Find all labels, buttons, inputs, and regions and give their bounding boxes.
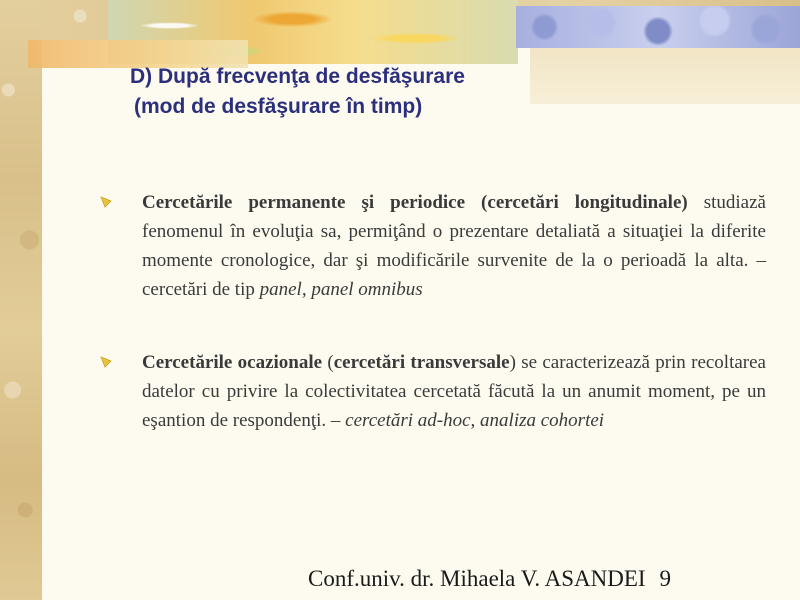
bullet-paren-open: ( [322, 352, 334, 373]
left-parchment-band [0, 0, 42, 600]
bullet-list [100, 188, 766, 435]
bullet-item-longitudinal [100, 188, 766, 304]
slide-title-line1: D) După frecvenţa de desfăşurare [130, 65, 465, 88]
bullet-lead: Cercetările permanente şi periodice (cercetări longitudinale) [142, 192, 688, 213]
bullet-body: ) se caracterizează prin recoltarea datelor cu privire la colectivitatea cercetată făcută la un anumit moment, pe un eşantion de respondenţi. – [142, 352, 766, 431]
bullet-tail: panel, panel omnibus [259, 279, 423, 300]
bullet-body: studiază fenomenul în evoluţia sa, permiţând o prezentare detaliată a situaţiei la diferite momente cronologice, dar şi modificările survenite de la o perioadă la alta. – cercetări de tip [142, 192, 766, 300]
bullet-diamond-icon [100, 356, 112, 368]
bullet-paren-bold: cercetări transversale [333, 352, 510, 373]
bullet-tail: cercetări ad-hoc, analiza cohortei [345, 410, 605, 431]
footer-author: Conf.univ. dr. Mihaela V. ASANDEI [308, 566, 646, 591]
bullet-item-transversal [100, 348, 766, 435]
bullet-lead: Cercetările ocazionale [142, 352, 323, 373]
page-number: 9 [659, 566, 672, 591]
flower-image-panel [516, 6, 800, 48]
slide-title-line2: (mod de desfăşurare în timp) [134, 95, 423, 118]
slide-footer [308, 566, 671, 592]
slide-title [130, 62, 465, 122]
bullet-diamond-icon [100, 196, 112, 208]
flower-image-panel-lower [530, 48, 800, 104]
